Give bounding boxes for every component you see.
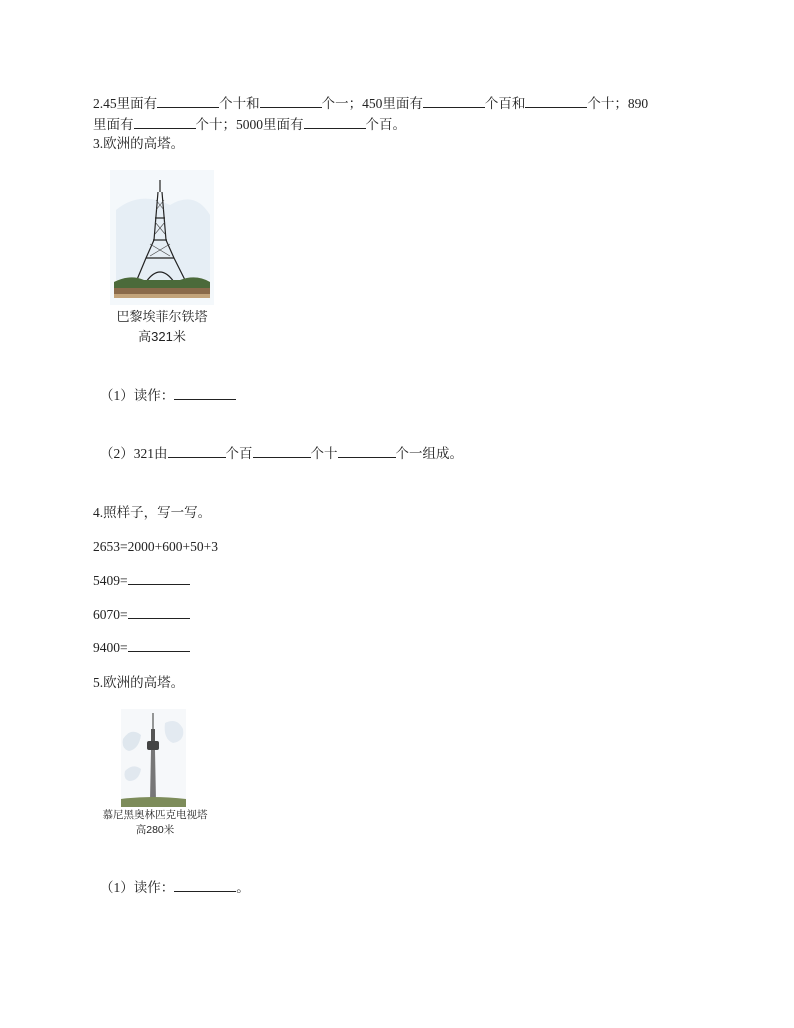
q2-line-1 [93, 93, 648, 114]
q5-sub1 [100, 877, 250, 898]
q4-item-3 [93, 637, 190, 658]
q2-text-b: 个十和 [219, 96, 260, 111]
eiffel-tower-image [110, 170, 214, 305]
q3-title: 3.欧洲的高塔。 [93, 136, 185, 151]
q3-sub1-label: （1）读作： [100, 388, 175, 403]
tv-tower-caption [96, 808, 214, 838]
answer-blank[interactable] [338, 443, 396, 458]
q2-text-d: 个百和 [484, 96, 526, 111]
answer-blank[interactable] [128, 637, 190, 652]
answer-blank[interactable] [157, 93, 219, 108]
q2-text-a: 2.45里面有 [93, 96, 158, 111]
q3-sub2 [100, 443, 463, 464]
q5-sub1-label: （1）读作： [100, 880, 175, 895]
q4-item-2 [93, 604, 190, 625]
tv-tower-name: 慕尼黑奥林匹克电视塔 [102, 809, 208, 821]
q5-title: 5.欧洲的高塔。 [93, 675, 185, 690]
q3-sub2-d: 个一组成。 [395, 446, 463, 461]
tv-tower-height: 高280米 [135, 824, 175, 836]
q4-title: 4.照样子，写一写。 [93, 505, 212, 520]
eiffel-name: 巴黎埃菲尔铁塔 [116, 309, 208, 324]
q4-item-label: 5409= [93, 573, 128, 588]
answer-blank[interactable] [525, 93, 587, 108]
q2-text-h: 个百。 [365, 117, 406, 132]
answer-blank[interactable] [260, 93, 322, 108]
q4-item-label: 6070= [93, 607, 128, 622]
answer-blank[interactable] [174, 877, 236, 892]
q2-text-f: 里面有 [93, 117, 134, 132]
answer-blank[interactable] [174, 385, 236, 400]
q3-sub2-b: 个百 [225, 446, 253, 461]
q2-text-e: 个十；890 [587, 96, 649, 111]
eiffel-height: 高321米 [138, 329, 186, 344]
tv-tower-image [121, 709, 186, 807]
answer-blank[interactable] [423, 93, 485, 108]
q5-sub1-end: 。 [236, 880, 250, 895]
answer-blank[interactable] [134, 114, 196, 129]
answer-blank[interactable] [168, 443, 226, 458]
q4-item-1 [93, 570, 190, 591]
answer-blank[interactable] [128, 570, 190, 585]
answer-blank[interactable] [253, 443, 311, 458]
answer-blank[interactable] [304, 114, 366, 129]
q2-line-2 [93, 114, 406, 135]
q3-sub2-c: 个十 [310, 446, 338, 461]
q4-example: 2653=2000+600+50+3 [93, 539, 218, 554]
q3-sub1 [100, 385, 236, 406]
q3-sub2-a: （2）321由 [100, 446, 168, 461]
q4-item-label: 9400= [93, 640, 128, 655]
q2-text-g: 个十；5000里面有 [195, 117, 304, 132]
answer-blank[interactable] [128, 604, 190, 619]
q2-text-c: 个一；450里面有 [321, 96, 423, 111]
eiffel-caption [100, 307, 224, 347]
